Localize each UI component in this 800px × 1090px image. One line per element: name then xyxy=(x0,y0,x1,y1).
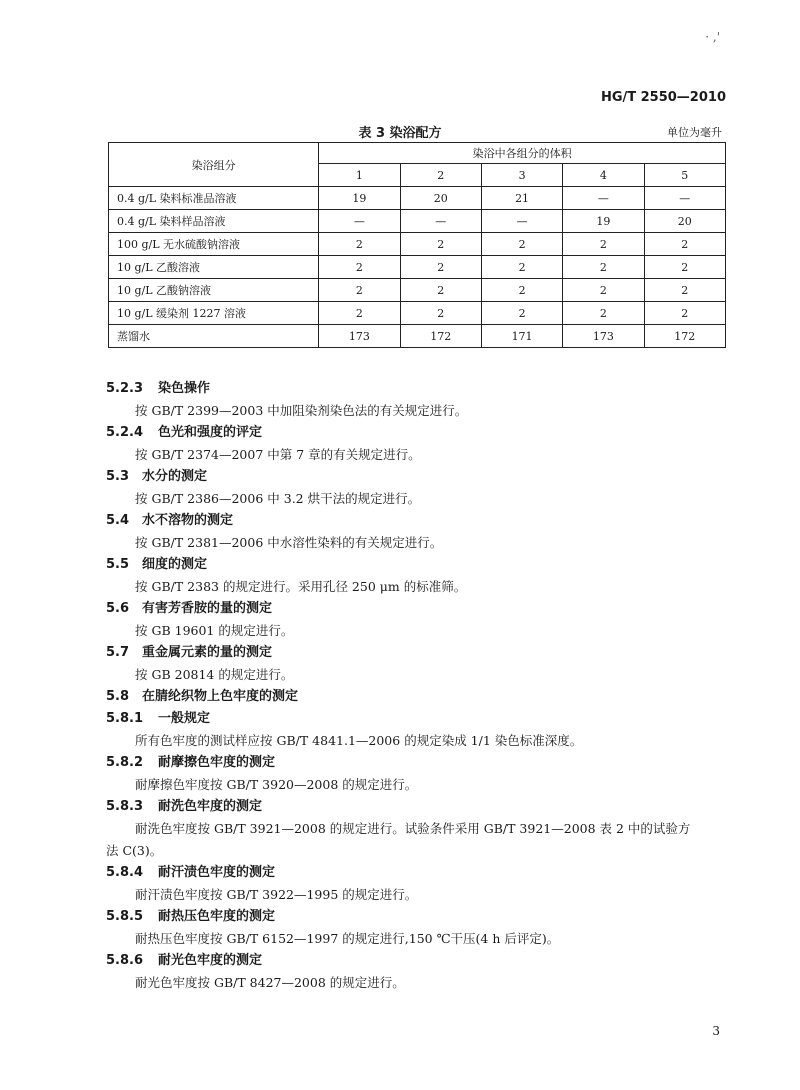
volume-cell: 172 xyxy=(644,325,725,348)
component-column-header: 染浴组分 xyxy=(109,143,319,187)
section-title: 水分的测定 xyxy=(142,469,208,484)
section-number: 5.8.5 xyxy=(106,909,144,924)
volume-cell: 2 xyxy=(481,256,562,279)
table-header-row xyxy=(109,143,726,164)
volume-cell: 2 xyxy=(319,302,400,325)
volume-cell: 2 xyxy=(481,302,562,325)
section-number: 5.2.3 xyxy=(106,381,144,396)
volume-cell: 2 xyxy=(644,302,725,325)
section-number: 5.8.2 xyxy=(106,755,144,770)
column-number: 3 xyxy=(481,164,562,187)
section-title: 重金属元素的量的测定 xyxy=(142,645,273,660)
section-body-text: 按 GB 19601 的规定进行。 xyxy=(135,623,294,638)
volume-cell: 2 xyxy=(644,233,725,256)
section-heading xyxy=(106,862,736,884)
volume-cell: 2 xyxy=(644,279,725,302)
volume-cell: 2 xyxy=(563,302,644,325)
page-number: 3 xyxy=(712,1024,720,1038)
volume-cell: 20 xyxy=(400,187,481,210)
section-body-text: 按 GB 20814 的规定进行。 xyxy=(135,667,294,682)
section-number: 5.8.6 xyxy=(106,953,144,968)
section-body xyxy=(106,444,736,466)
section xyxy=(106,598,736,642)
component-label: 10 g/L 缓染剂 1227 溶液 xyxy=(109,302,319,325)
section-body xyxy=(106,664,736,686)
section-title: 在腈纶织物上色牢度的测定 xyxy=(142,689,299,704)
section xyxy=(106,510,736,554)
column-number: 4 xyxy=(563,164,644,187)
component-label: 100 g/L 无水硫酸钠溶液 xyxy=(109,233,319,256)
section-title: 细度的测定 xyxy=(142,557,208,572)
volume-cell: 2 xyxy=(319,256,400,279)
section-title: 耐光色牢度的测定 xyxy=(158,953,263,968)
section-number: 5.8.4 xyxy=(106,865,144,880)
section-heading xyxy=(106,708,736,730)
volume-cell: 2 xyxy=(319,233,400,256)
table-row xyxy=(109,256,726,279)
table-unit: 单位为毫升 xyxy=(667,126,722,139)
section-body xyxy=(106,400,736,422)
section xyxy=(106,642,736,686)
component-label: 10 g/L 乙酸溶液 xyxy=(109,256,319,279)
volume-cell: — xyxy=(563,187,644,210)
section-heading xyxy=(106,950,736,972)
volume-cell: 2 xyxy=(400,279,481,302)
volume-cell: 21 xyxy=(481,187,562,210)
section-body-continuation: 法 C(3)。 xyxy=(106,843,163,858)
section-body-text: 按 GB/T 2383 的规定进行。采用孔径 250 μm 的标准筛。 xyxy=(135,579,467,594)
section-heading xyxy=(106,422,736,444)
section-heading xyxy=(106,906,736,928)
section-title: 耐洗色牢度的测定 xyxy=(158,799,263,814)
volume-column-header: 染浴中各组分的体积 xyxy=(319,143,726,164)
volume-cell: 2 xyxy=(563,279,644,302)
section-number: 5.8 xyxy=(106,689,130,704)
section-body-text: 按 GB/T 2381—2006 中水溶性染料的有关规定进行。 xyxy=(135,535,443,550)
section-heading xyxy=(106,642,736,664)
section xyxy=(106,752,736,796)
section-number: 5.5 xyxy=(106,557,130,572)
section-number: 5.8.1 xyxy=(106,711,144,726)
volume-cell: 2 xyxy=(644,256,725,279)
volume-cell: 2 xyxy=(563,233,644,256)
section-number: 5.4 xyxy=(106,513,130,528)
section-body xyxy=(106,576,736,598)
section xyxy=(106,708,736,752)
section-body-text: 耐洗色牢度按 GB/T 3921—2008 的规定进行。试验条件采用 GB/T 3921—2008 表 2 中的试验方 xyxy=(135,821,691,836)
section-body xyxy=(106,488,736,510)
table-row xyxy=(109,233,726,256)
corner-mark: · ,' xyxy=(705,30,720,44)
section-heading xyxy=(106,510,736,532)
section-number: 5.7 xyxy=(106,645,130,660)
section xyxy=(106,554,736,598)
table-title: 表 3 染浴配方 xyxy=(358,126,442,141)
section-body-text: 耐热压色牢度按 GB/T 6152—1997 的规定进行,150 ℃干压(4 h 后评定)。 xyxy=(135,931,560,946)
section-title: 染色操作 xyxy=(158,381,211,396)
section-body-text: 所有色牢度的测试样应按 GB/T 4841.1—2006 的规定染成 1/1 染色标准深度。 xyxy=(135,733,583,748)
volume-cell: 2 xyxy=(400,302,481,325)
component-label: 10 g/L 乙酸钠溶液 xyxy=(109,279,319,302)
section-number: 5.6 xyxy=(106,601,130,616)
section-body-text: 耐摩擦色牢度按 GB/T 3920—2008 的规定进行。 xyxy=(135,777,418,792)
section xyxy=(106,796,736,862)
column-number: 5 xyxy=(644,164,725,187)
section-body-text: 耐光色牢度按 GB/T 8427—2008 的规定进行。 xyxy=(135,975,405,990)
section-title: 色光和强度的评定 xyxy=(158,425,263,440)
section-body xyxy=(106,620,736,642)
section-heading xyxy=(106,752,736,774)
section-title: 有害芳香胺的量的测定 xyxy=(142,601,273,616)
dye-bath-recipe-table xyxy=(108,142,726,348)
section-heading xyxy=(106,554,736,576)
volume-cell: 2 xyxy=(563,256,644,279)
volume-cell: 172 xyxy=(400,325,481,348)
volume-cell: 2 xyxy=(481,233,562,256)
section-heading xyxy=(106,598,736,620)
table-row xyxy=(109,187,726,210)
section xyxy=(106,906,736,950)
section-title: 耐摩擦色牢度的测定 xyxy=(158,755,276,770)
section-heading xyxy=(106,378,736,400)
component-label: 蒸馏水 xyxy=(109,325,319,348)
standard-code: HG/T 2550—2010 xyxy=(600,90,726,105)
volume-cell: — xyxy=(481,210,562,233)
section xyxy=(106,378,736,422)
section-title: 一般规定 xyxy=(158,711,211,726)
section-body xyxy=(106,928,736,950)
section-body-text: 按 GB/T 2386—2006 中 3.2 烘干法的规定进行。 xyxy=(135,491,421,506)
section-heading xyxy=(106,796,736,818)
component-label: 0.4 g/L 染料样品溶液 xyxy=(109,210,319,233)
sections-list xyxy=(106,378,736,994)
volume-cell: 19 xyxy=(319,187,400,210)
volume-cell: 171 xyxy=(481,325,562,348)
section xyxy=(106,422,736,466)
volume-cell: — xyxy=(644,187,725,210)
volume-cell: — xyxy=(400,210,481,233)
volume-cell: 173 xyxy=(319,325,400,348)
section xyxy=(106,686,736,708)
section-body xyxy=(106,818,736,862)
volume-cell: 2 xyxy=(319,279,400,302)
section-number: 5.8.3 xyxy=(106,799,144,814)
section-number: 5.3 xyxy=(106,469,130,484)
volume-cell: 20 xyxy=(644,210,725,233)
volume-cell: 173 xyxy=(563,325,644,348)
volume-cell: 19 xyxy=(563,210,644,233)
section-body xyxy=(106,532,736,554)
table-row xyxy=(109,210,726,233)
section-body-text: 按 GB/T 2374—2007 中第 7 章的有关规定进行。 xyxy=(135,447,421,462)
section-body xyxy=(106,972,736,994)
table-row xyxy=(109,325,726,348)
section xyxy=(106,466,736,510)
column-number: 2 xyxy=(400,164,481,187)
section-heading xyxy=(106,686,736,708)
section-title: 耐热压色牢度的测定 xyxy=(158,909,276,924)
section-title: 水不溶物的测定 xyxy=(142,513,234,528)
section-body-text: 按 GB/T 2399—2003 中加阻染剂染色法的有关规定进行。 xyxy=(135,403,468,418)
section xyxy=(106,862,736,906)
section-body xyxy=(106,774,736,796)
table-row xyxy=(109,279,726,302)
section-title: 耐汗渍色牢度的测定 xyxy=(158,865,276,880)
component-label: 0.4 g/L 染料标准品溶液 xyxy=(109,187,319,210)
section-heading xyxy=(106,466,736,488)
volume-cell: 2 xyxy=(400,233,481,256)
volume-cell: 2 xyxy=(481,279,562,302)
section-body-text: 耐汗渍色牢度按 GB/T 3922—1995 的规定进行。 xyxy=(135,887,418,902)
section-body xyxy=(106,884,736,906)
volume-cell: — xyxy=(319,210,400,233)
section xyxy=(106,950,736,994)
table-row xyxy=(109,302,726,325)
section-body xyxy=(106,730,736,752)
volume-cell: 2 xyxy=(400,256,481,279)
section-number: 5.2.4 xyxy=(106,425,144,440)
column-number: 1 xyxy=(319,164,400,187)
